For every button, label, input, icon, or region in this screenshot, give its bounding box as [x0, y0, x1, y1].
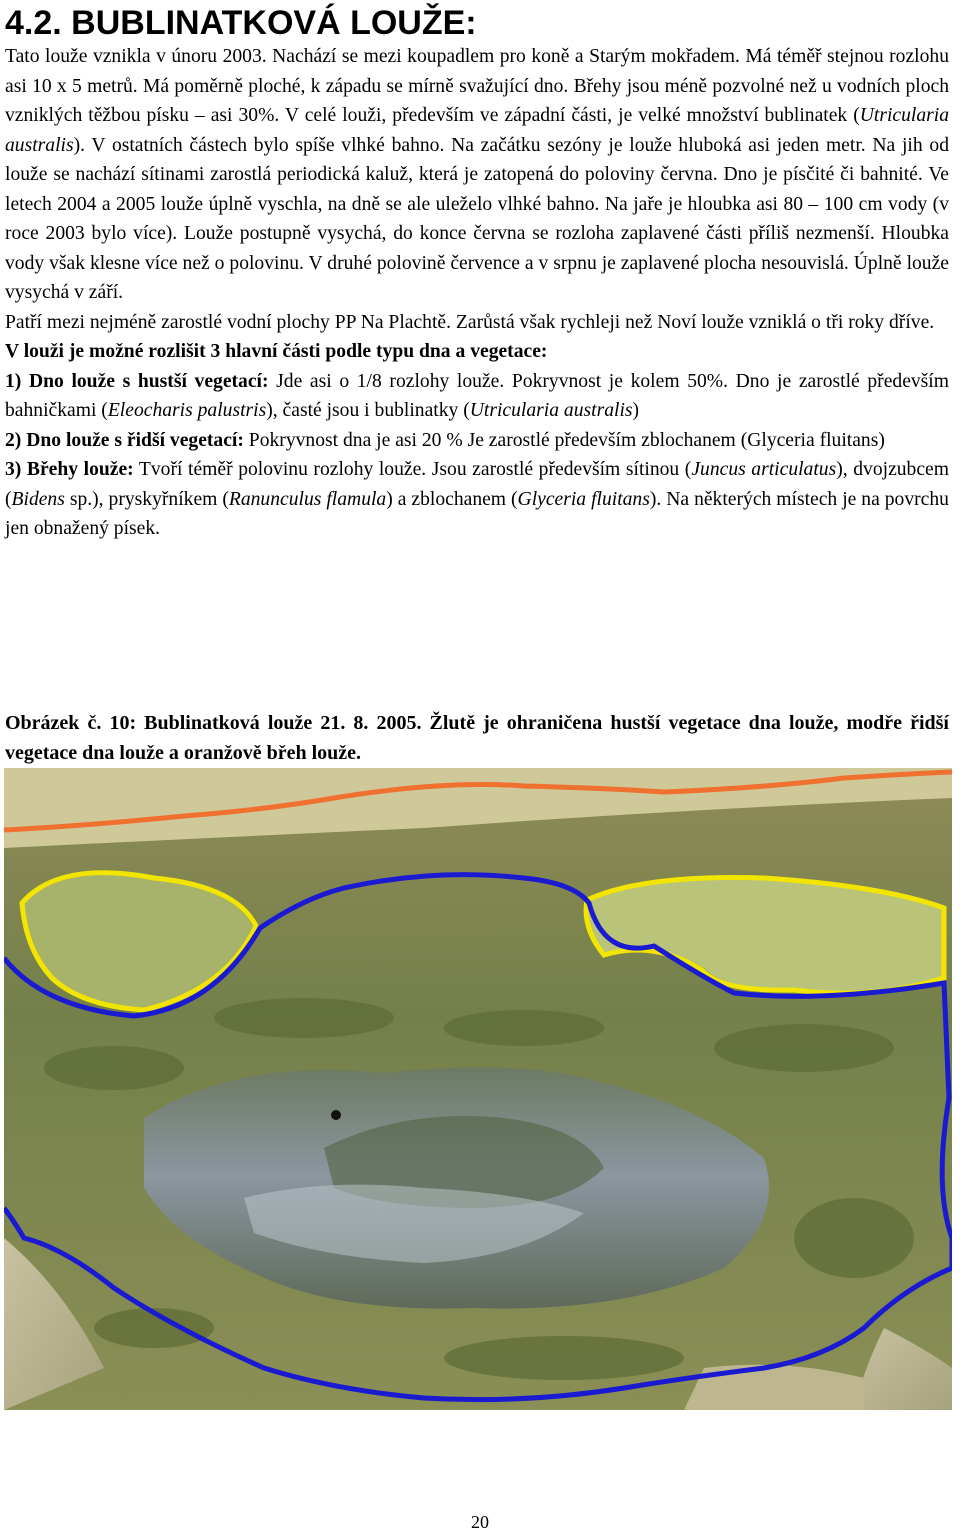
section-heading: 4.2. BUBLINATKOVÁ LOUŽE:: [5, 4, 477, 42]
body-text: [5, 42, 949, 544]
dark-spot: [331, 1110, 341, 1120]
paragraph-2: Patří mezi nejméně zarostlé vodní plochy PP Na Plachtě. Zarůstá však rychleji než Noví louže vzniklá o tři roky dříve.: [5, 311, 935, 333]
part-2: 2) Dno louže s řidší vegetací: Pokryvnost dna je asi 20 % Je zarostlé především zblochanem (Glyceria fluitans): [5, 429, 885, 451]
part-1: 1) Dno louže s hustší vegetací: Jde asi o 1/8 rozlohy louže. Pokryvnost je kolem 50%. Dno je zarostlé především bahničkami (Eleocharis palustris), časté jsou i bublinatky (Utricularia australis): [5, 370, 949, 421]
page-number: 20: [471, 1512, 489, 1532]
figure-caption: Obrázek č. 10: Bublinatková louže 21. 8. 2005. Žlutě je ohraničena hustší vegetace dna louže, modře řidší vegetace dna louže a oranžově břeh louže.: [5, 712, 949, 764]
intro-paragraph: Tato louže vznikla v únoru 2003. Nachází se mezi koupadlem pro koně a Starým mokřadem. Má téměř stejnou rozlohu asi 10 x 5 metrů. Má poměrně ploché, k západu se mírně svažující dno. Břehy jsou méně pozvolné než u vodních ploch vzniklých těžbou písku – asi 30%. V celé louži, především ve západní části, je velké množství bublinatek (Utricularia australis). V ostatních částech bylo spíše vlhké bahno. Na začátku sezóny je louže hluboká asi jeden metr. Na jih od louže se nachází sítinami zarostlá periodická kaluž, která je zatopená do poloviny června. Dno je písčité či bahnité. Ve letech 2004 a 2005 louže úplně vyschla, na dně se ale uleželo vlhké bahno. Na jaře je hloubka asi 80 – 100 cm vody (v roce 2003 bylo více). Louže postupně vysychá, do konce června se rozloha zaplavené části příliš nezmenší. Hloubka vody však klesne více než o polovinu. V druhé polovině července a v srpnu je zaplavené plocha nesouvislá. Úplně louže vysychá v září.: [5, 46, 949, 303]
part-3: 3) Břehy louže: Tvoří téměř polovinu rozlohy louže. Jsou zarostlé především sítinou (Juncus articulatus), dvojzubcem (Bidens sp.), pryskyřníkem (Ranunculus flamula) a zblochanem (Glyceria fluitans). Na některých místech je na povrchu jen obnažený písek.: [5, 459, 949, 539]
pond-photo-drawing: [4, 768, 952, 1410]
parts-intro: V louži je možné rozlišit 3 hlavní části podle typu dna a vegetace:: [5, 341, 548, 362]
pond-photo: [4, 768, 952, 1410]
